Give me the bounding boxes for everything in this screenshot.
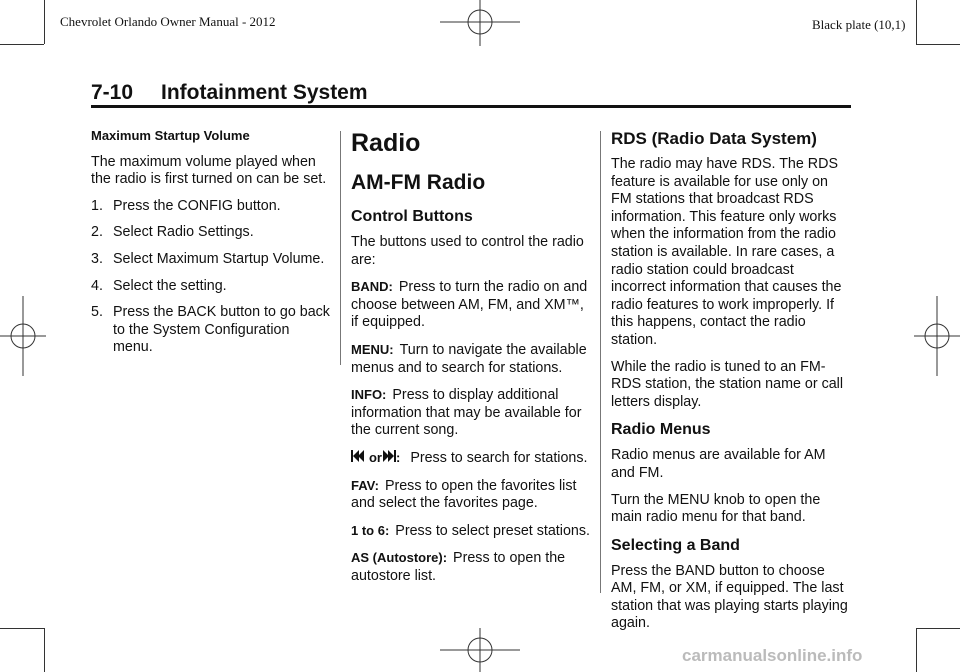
control-term: MENU: bbox=[351, 341, 394, 357]
paragraph: The radio may have RDS. The RDS feature is available for use only on FM stations that broadcast RDS information. This feature only works when the information from the radio station is available. In rare cases, a radio station could broadcast incorrect information that causes the radio features to work improperly. If this happens, contact the radio station. bbox=[611, 156, 842, 348]
crop-mark bbox=[0, 628, 44, 629]
running-header-left: Chevrolet Orlando Owner Manual - 2012 bbox=[60, 14, 276, 29]
seek-colon: : bbox=[395, 449, 401, 465]
registration-mark-icon bbox=[440, 628, 520, 672]
step-number: 5. bbox=[91, 304, 103, 321]
title-rule bbox=[91, 105, 851, 108]
crop-mark bbox=[916, 628, 960, 629]
step-number: 4. bbox=[91, 277, 103, 294]
control-item-presets bbox=[351, 522, 591, 541]
seek-back-icon bbox=[351, 449, 365, 467]
list-item bbox=[91, 278, 331, 296]
step-text: Press the BACK button to go back to the System Configuration menu. bbox=[113, 304, 330, 356]
control-term: FAV: bbox=[351, 477, 379, 493]
control-term: AS (Autostore): bbox=[351, 550, 448, 566]
registration-mark-icon bbox=[914, 296, 960, 376]
step-text: Press the CONFIG button. bbox=[113, 197, 281, 214]
paragraph: Press the BAND button to choose AM, FM, or XM, if equipped. The last station that was playing starts playing again. bbox=[611, 562, 848, 632]
crop-mark bbox=[916, 44, 960, 45]
control-term: BAND: bbox=[351, 279, 393, 295]
crop-mark bbox=[0, 44, 44, 45]
control-text: Turn to navigate the available menus and to search for stations. bbox=[351, 341, 587, 376]
control-item-band bbox=[351, 278, 591, 332]
watermark-footer: carmanualsonline.info bbox=[682, 646, 863, 665]
list-item bbox=[91, 304, 331, 357]
registration-mark-icon bbox=[440, 0, 520, 46]
subsection-heading: Maximum Startup Volume bbox=[91, 128, 250, 143]
section-heading: RDS (Radio Data System) bbox=[611, 129, 817, 148]
paragraph: The buttons used to control the radio are: bbox=[351, 234, 584, 268]
paragraph: Radio menus are available for AM and FM. bbox=[611, 447, 826, 481]
list-item bbox=[91, 198, 331, 216]
list-item bbox=[91, 251, 331, 269]
subsection-heading: Selecting a Band bbox=[611, 536, 740, 554]
crop-mark bbox=[44, 628, 45, 672]
page-number: 7-10 bbox=[91, 81, 134, 104]
control-text: Press to search for stations. bbox=[410, 449, 588, 466]
paragraph: The maximum volume played when the radio is first turned on can be set. bbox=[91, 153, 327, 188]
step-text: Select Maximum Startup Volume. bbox=[113, 250, 325, 267]
seek-forward-icon bbox=[382, 449, 396, 467]
column-2 bbox=[351, 127, 591, 595]
control-item-info bbox=[351, 386, 591, 440]
running-header-right: Black plate (10,1) bbox=[812, 17, 906, 32]
control-item-fav bbox=[351, 477, 591, 513]
seek-or-label: or bbox=[368, 449, 382, 465]
control-text: Press to open the favorites list and select the favorites page. bbox=[351, 477, 577, 512]
control-item-seek bbox=[351, 449, 591, 468]
column-divider bbox=[600, 131, 601, 593]
crop-mark bbox=[916, 628, 917, 672]
list-item bbox=[91, 224, 331, 242]
column-3 bbox=[611, 127, 851, 642]
paragraph: Turn the MENU knob to open the main radio menu for that band. bbox=[611, 491, 821, 526]
column-1 bbox=[91, 127, 331, 366]
step-number: 3. bbox=[91, 250, 103, 267]
control-text: Press to turn the radio on and choose between AM, FM, and XM™, if equipped. bbox=[351, 279, 588, 331]
control-text: Press to select preset stations. bbox=[395, 522, 590, 539]
control-item-menu bbox=[351, 341, 591, 377]
column-divider bbox=[340, 131, 341, 365]
crop-mark bbox=[916, 0, 917, 44]
subsection-heading: Radio Menus bbox=[611, 421, 711, 439]
subsection-heading: Control Buttons bbox=[351, 208, 473, 225]
control-term: 1 to 6: bbox=[351, 522, 390, 538]
step-text: Select the setting. bbox=[113, 277, 227, 294]
crop-mark bbox=[44, 0, 45, 44]
registration-mark-icon bbox=[0, 296, 46, 376]
step-text: Select Radio Settings. bbox=[113, 224, 254, 241]
control-text: Press to display additional information that may be available for the current song. bbox=[351, 387, 582, 439]
paragraph: While the radio is tuned to an FM-RDS station, the station name or call letters display. bbox=[611, 358, 844, 410]
section-title: Infotainment System bbox=[161, 81, 368, 104]
section-heading: AM-FM Radio bbox=[351, 171, 486, 194]
step-number: 1. bbox=[91, 197, 103, 214]
control-item-autostore bbox=[351, 549, 591, 585]
chapter-heading: Radio bbox=[351, 129, 421, 157]
control-term: INFO: bbox=[351, 387, 387, 403]
control-text: Press to open the autostore list. bbox=[351, 550, 566, 584]
step-number: 2. bbox=[91, 224, 103, 241]
